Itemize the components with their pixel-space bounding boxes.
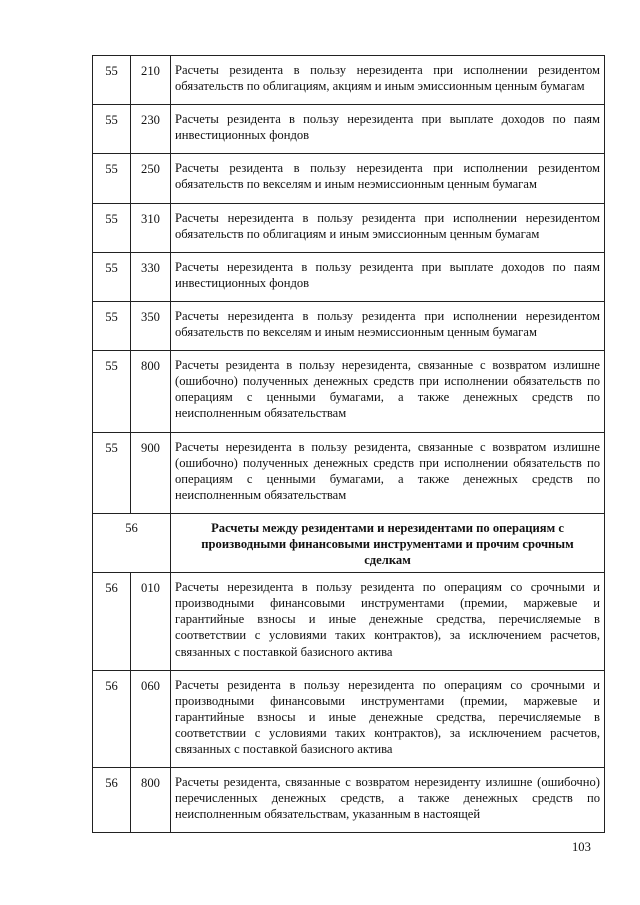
group-code-cell: 55: [93, 432, 131, 513]
group-code-cell: 55: [93, 56, 131, 105]
description-cell: Расчеты нерезидента в пользу резидента при исполнении нерезидентом обязательств по векселям и иным неэмиссионным ценным бумагам: [171, 301, 605, 350]
operation-code-cell: 800: [131, 351, 171, 432]
description-cell: Расчеты нерезидента в пользу резидента при исполнении нерезидентом обязательств по облигациям и иным эмиссионным ценным бумагам: [171, 203, 605, 252]
operation-code-cell: 900: [131, 432, 171, 513]
description-cell: Расчеты резидента в пользу нерезидента, связанные с возвратом излишне (ошибочно) полученных денежных средств при исполнении обязательств по операциям с ценными бумагами, а также денежных средств по неисполненным обязательствам: [171, 351, 605, 432]
group-code-cell: 56: [93, 768, 131, 833]
description-cell: Расчеты резидента, связанные с возвратом нерезиденту излишне (ошибочно) перечисленных денежных средств, а также денежных средств по неисполненным обязательствам, указанным в настоящей: [171, 768, 605, 833]
group-code-cell: 55: [93, 351, 131, 432]
group-title-cell: Расчеты между резидентами и нерезидентами по операциям с производными финансовыми инструментами и прочим срочным сделкам: [171, 513, 605, 572]
table-row: [93, 301, 605, 350]
description-cell: Расчеты резидента в пользу нерезидента при выплате доходов по паям инвестиционных фондов: [171, 105, 605, 154]
table-row: [93, 573, 605, 670]
operation-code-cell: 010: [131, 573, 171, 670]
operation-code-cell: 350: [131, 301, 171, 350]
group-code-cell: 55: [93, 203, 131, 252]
operation-code-cell: 230: [131, 105, 171, 154]
table-row: [93, 252, 605, 301]
page-number: 103: [572, 840, 591, 854]
group-code-cell: 56: [93, 513, 171, 572]
table-row: [93, 105, 605, 154]
group-code-cell: 55: [93, 252, 131, 301]
table-row: [93, 203, 605, 252]
description-cell: Расчеты резидента в пользу нерезидента по операциям со срочными и производными финансовыми инструментами (премии, маржевые и гарантийные взносы и иные денежные средства, перечисляемые в соответствии с условиями таких контрактов), за исключением расчетов, связанных с поставкой базисного актива: [171, 670, 605, 767]
description-cell: Расчеты нерезидента в пользу резидента при выплате доходов по паям инвестиционных фондов: [171, 252, 605, 301]
description-cell: Расчеты нерезидента в пользу резидента, связанные с возвратом излишне (ошибочно) полученных денежных средств при исполнении обязательств по операциям с ценными бумагами, а также денежных средств по неисполненным обязательствам: [171, 432, 605, 513]
table-row: [93, 154, 605, 203]
operation-code-cell: 210: [131, 56, 171, 105]
description-cell: Расчеты резидента в пользу нерезидента при исполнении резидентом обязательств по облигациям, акциям и иным эмиссионным ценным бумагам: [171, 56, 605, 105]
group-header-row: [93, 513, 605, 572]
operation-code-cell: 060: [131, 670, 171, 767]
operation-code-cell: 310: [131, 203, 171, 252]
table-row: [93, 351, 605, 432]
group-code-cell: 56: [93, 573, 131, 670]
group-code-cell: 55: [93, 301, 131, 350]
operation-code-cell: 800: [131, 768, 171, 833]
description-cell: Расчеты нерезидента в пользу резидента по операциям со срочными и производными финансовыми инструментами (премии, маржевые и гарантийные взносы и иные денежные средства, перечисляемые в соответствии с условиями таких контрактов), за исключением расчетов, связанных с поставкой базисного актива: [171, 573, 605, 670]
group-code-cell: 55: [93, 154, 131, 203]
table-row: [93, 670, 605, 767]
group-code-cell: 56: [93, 670, 131, 767]
codes-table: [92, 55, 605, 833]
table-row: [93, 56, 605, 105]
description-cell: Расчеты резидента в пользу нерезидента при исполнении резидентом обязательств по векселям и иным неэмиссионным ценным бумагам: [171, 154, 605, 203]
operation-code-cell: 330: [131, 252, 171, 301]
table-row: [93, 432, 605, 513]
table-row: [93, 768, 605, 833]
group-code-cell: 55: [93, 105, 131, 154]
operation-code-cell: 250: [131, 154, 171, 203]
